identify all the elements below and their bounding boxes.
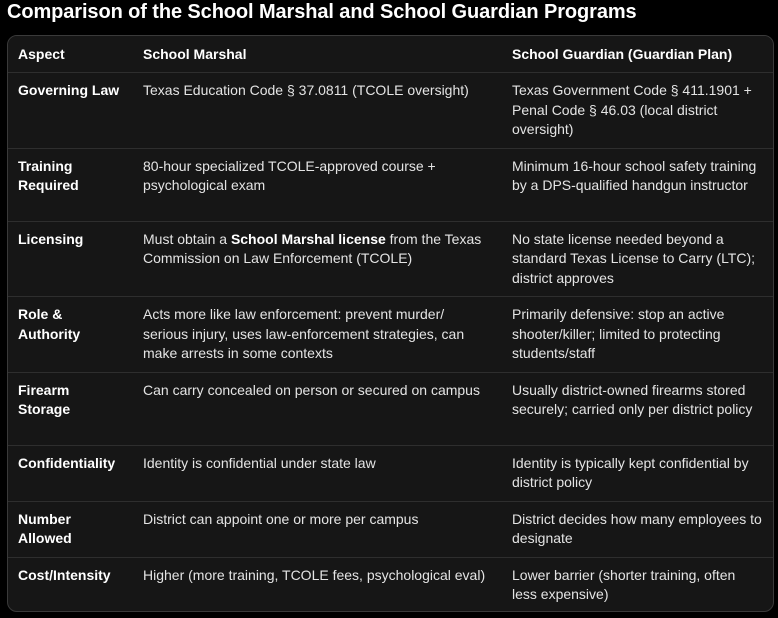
row-guardian-cell: No state license needed beyond a standard Texas License to Carry (LTC); district approves [502,221,773,297]
page-title: Comparison of the School Marshal and School Guardian Programs [7,1,637,23]
comparison-table [7,35,774,612]
school-marshal-license-emphasis: School Marshal license [230,230,386,247]
row-marshal-cell [133,221,502,297]
table-row [8,501,773,557]
row-marshal-cell: 80-hour specialized TCOLE-approved course + psychological exam [133,148,502,221]
row-marshal-cell: Can carry concealed on person or secured on campus [133,372,502,445]
row-aspect: Governing Law [8,73,133,149]
row-guardian-cell: Minimum 16-hour school safety training by a DPS-qualified handgun instructor [502,148,773,221]
table-row [8,73,773,149]
row-aspect: Firearm Storage [8,372,133,445]
row-marshal-cell: District can appoint one or more per campus [133,501,502,557]
row-guardian-cell: Texas Government Code § 411.1901 + Penal Code § 46.03 (local district oversight) [502,73,773,149]
row-marshal-cell: Identity is confidential under state law [133,445,502,501]
row-aspect: Training Required [8,148,133,221]
comparison-table-grid [8,36,773,612]
table-row [8,297,773,373]
row-aspect: Role & Authority [8,297,133,373]
table-row [8,445,773,501]
column-header-school-guardian: School Guardian (Guardian Plan) [502,36,773,73]
row-guardian-cell: Primarily defensive: stop an active shooter/killer; limited to protecting students/staff [502,297,773,373]
column-header-school-marshal: School Marshal [133,36,502,73]
row-marshal-cell: Acts more like law enforcement: prevent murder/ serious injury, uses law-enforcement strategies, can make arrests in some contexts [133,297,502,373]
row-aspect: Licensing [8,221,133,297]
row-guardian-cell: Identity is typically kept confidential by district policy [502,445,773,501]
table-row [8,221,773,297]
table-row [8,557,773,612]
table-row [8,372,773,445]
row-aspect: Confidentiality [8,445,133,501]
licensing-marshal-text-post: from the Texas Commission on Law Enforcement (TCOLE) [143,230,482,266]
row-aspect: Cost/Intensity [8,557,133,612]
row-guardian-cell: Lower barrier (shorter training, often less expensive) [502,557,773,612]
row-guardian-cell: District decides how many employees to designate [502,501,773,557]
table-header-row [8,36,773,73]
row-marshal-cell: Higher (more training, TCOLE fees, psychological eval) [133,557,502,612]
column-header-aspect: Aspect [8,36,133,73]
row-aspect: Number Allowed [8,501,133,557]
row-guardian-cell: Usually district-owned firearms stored securely; carried only per district policy [502,372,773,445]
row-marshal-cell: Texas Education Code § 37.0811 (TCOLE oversight) [133,73,502,149]
table-row [8,148,773,221]
licensing-marshal-text-pre: Must obtain a [143,230,231,247]
